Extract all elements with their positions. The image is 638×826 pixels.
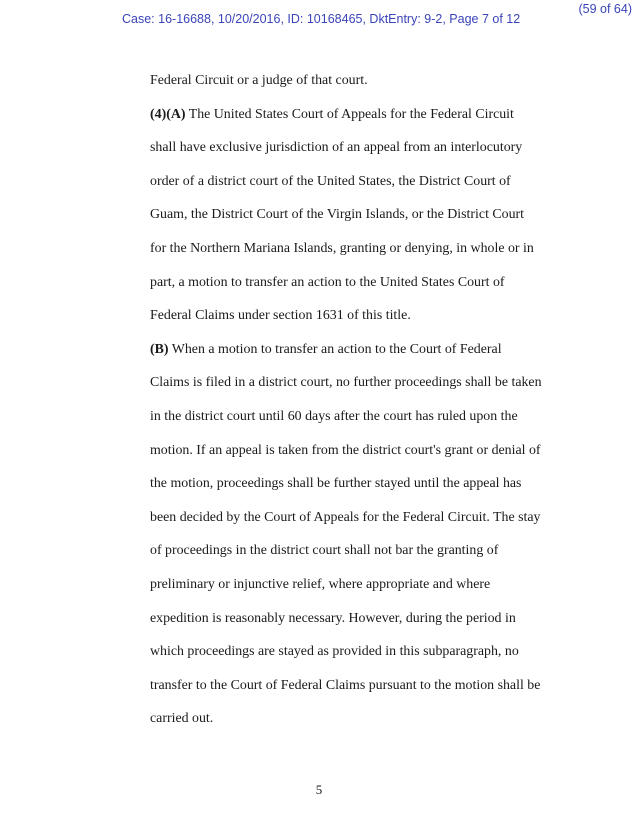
page-number: 5 xyxy=(315,782,323,797)
text-line xyxy=(150,635,570,669)
line-text: for the Northern Mariana Islands, granting or denying, in whole or in xyxy=(150,240,534,256)
text-line xyxy=(150,534,570,568)
line-text: of proceedings in the district court shall not bar the granting of xyxy=(150,543,499,559)
line-text: expedition is reasonably necessary. However, during the period in xyxy=(150,610,516,626)
line-text: order of a district court of the United States, the District Court of xyxy=(150,173,511,189)
line-text: been decided by the Court of Appeals for the Federal Circuit. The stay xyxy=(150,509,541,525)
line-text: Claims is filed in a district court, no further proceedings shall be taken xyxy=(150,375,542,391)
subsection-marker: (B) xyxy=(150,341,169,357)
line-text: in the district court until 60 days after the court has ruled upon the xyxy=(150,408,518,424)
line-text: The United States Court of Appeals for the Federal Circuit xyxy=(185,106,514,122)
line-text: the motion, proceedings shall be further stayed until the appeal has xyxy=(150,476,522,492)
text-line xyxy=(150,198,570,232)
text-line xyxy=(150,98,570,132)
line-text: carried out. xyxy=(150,711,214,727)
line-text: shall have exclusive jurisdiction of an appeal from an interlocutory xyxy=(150,140,523,156)
subsection-marker: (4)(A) xyxy=(150,106,186,122)
text-line xyxy=(150,501,570,535)
line-text: which proceedings are stayed as provided in this subparagraph, no xyxy=(150,644,519,660)
line-text: When a motion to transfer an action to the Court of Federal xyxy=(168,341,502,357)
line-text: Guam, the District Court of the Virgin Islands, or the District Court xyxy=(150,207,525,223)
case-header: Case: 16-16688, 10/20/2016, ID: 10168465, DktEntry: 9-2, Page 7 of 12 xyxy=(122,12,521,26)
text-line xyxy=(150,266,570,300)
text-line xyxy=(150,333,570,367)
line-text: Federal Circuit or a judge of that court. xyxy=(150,73,368,88)
text-line xyxy=(150,434,570,468)
line-text: motion. If an appeal is taken from the district court's grant or denial of xyxy=(150,442,541,458)
text-line xyxy=(150,64,570,98)
document-body xyxy=(150,64,570,736)
text-line xyxy=(150,702,570,736)
line-text: part, a motion to transfer an action to the United States Court of xyxy=(150,274,505,290)
line-text: preliminary or injunctive relief, where appropriate and where xyxy=(150,576,491,592)
page-counter: (59 of 64) xyxy=(578,2,632,16)
line-text: transfer to the Court of Federal Claims pursuant to the motion shall be xyxy=(150,677,541,693)
text-line xyxy=(150,602,570,636)
text-line xyxy=(150,568,570,602)
line-text: Federal Claims under section 1631 of this title. xyxy=(150,308,411,324)
text-line xyxy=(150,467,570,501)
text-line xyxy=(150,131,570,165)
text-line xyxy=(150,299,570,333)
text-line xyxy=(150,232,570,266)
text-line xyxy=(150,400,570,434)
text-line xyxy=(150,366,570,400)
text-line xyxy=(150,165,570,199)
text-line xyxy=(150,669,570,703)
